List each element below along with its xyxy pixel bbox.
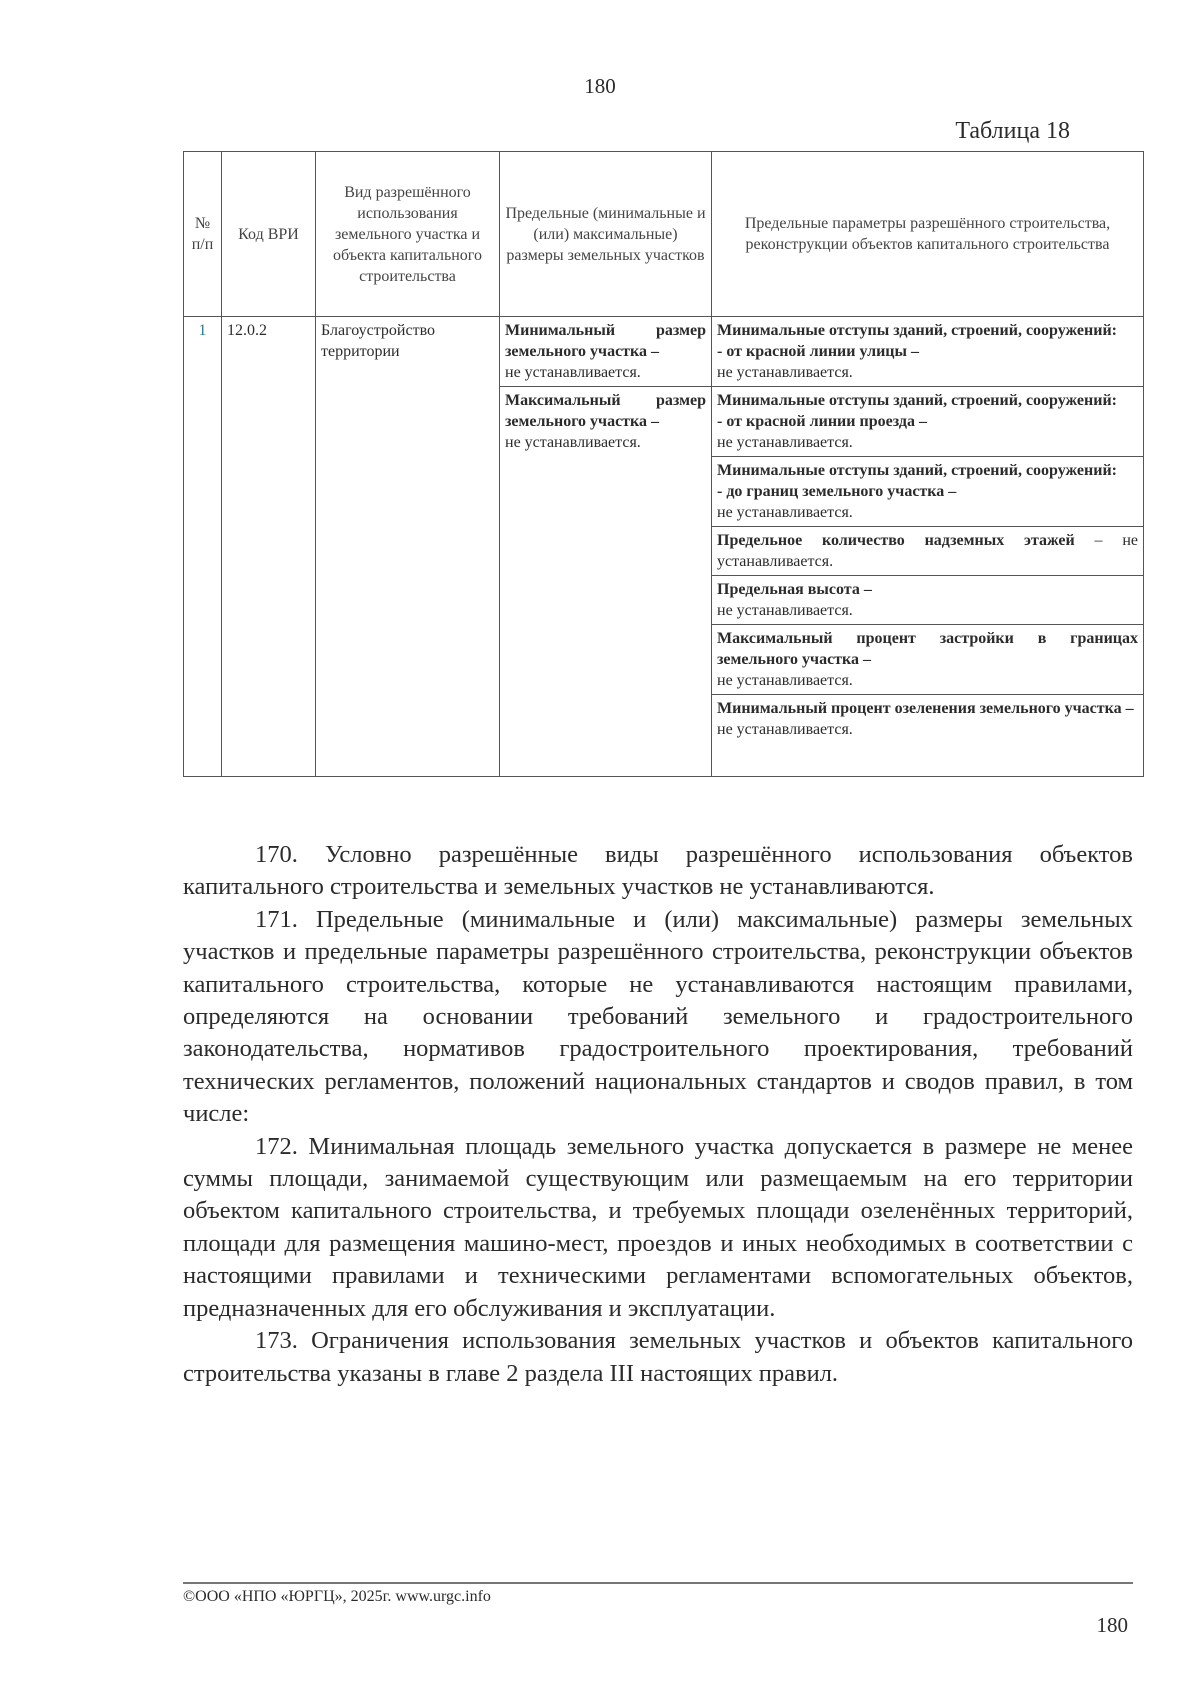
- table-header-row: [184, 152, 1144, 317]
- row-plot-sizes: [500, 317, 712, 777]
- footer-copyright: ©ООО «НПО «ЮРГЦ», 2025г. www.urgc.info: [183, 1588, 491, 1605]
- row-use-type: Благоустройство территории: [316, 317, 500, 777]
- plot-size-min: Минимальный размер земельного участка – не устанавливается.: [500, 317, 711, 387]
- header-plot-sizes: Предельные (минимальные и (или) максимальные) размеры земельных участков: [500, 152, 712, 317]
- regulations-table: [183, 151, 1144, 777]
- param-build-percent: Максимальный процент застройки в границах земельного участка – не устанавливается.: [712, 625, 1143, 695]
- param-setback-boundary: Минимальные отступы зданий, строений, сооружений: - до границ земельного участка – не устанавливается.: [712, 457, 1143, 527]
- plot-size-max: Максимальный размер земельного участка – не устанавливается.: [505, 392, 706, 451]
- page-number-bottom: 180: [1096, 1613, 1128, 1637]
- param-setback-street: Минимальные отступы зданий, строений, сооружений: - от красной линии улицы – не устанавливается.: [712, 317, 1143, 387]
- param-green-percent: Минимальный процент озеленения земельного участка – не устанавливается.: [717, 700, 1134, 738]
- header-use-type: Вид разрешённого использования земельного участка и объекта капитального строительства: [316, 152, 500, 317]
- row-num: 1: [184, 317, 222, 777]
- param-setback-passage: Минимальные отступы зданий, строений, сооружений: - от красной линии проезда – не устанавливается.: [712, 387, 1143, 457]
- header-num: № п/п: [184, 152, 222, 317]
- paragraph-173: 173. Ограничения использования земельных участков и объектов капитального строительства указаны в главе 2 раздела III настоящих правил.: [183, 1327, 1133, 1387]
- header-code: Код ВРИ: [222, 152, 316, 317]
- page-number-top: 180: [584, 74, 616, 98]
- header-build-params: Предельные параметры разрешённого строительства, реконструкции объектов капитального строительства: [712, 152, 1144, 317]
- row-code: 12.0.2: [222, 317, 316, 777]
- row-build-params: [712, 317, 1144, 777]
- footer-divider: [183, 1582, 1133, 1584]
- paragraph-171: 171. Предельные (минимальные и (или) максимальные) размеры земельных участков и предельные параметры разрешённого строительства, реконструкции объектов капитального строительства, которые не устанавливаются настоящим правилами, определяются на основании требований земельного и градостроительного законодательства, нормативов градостроительного проектирования, требований технических регламентов, положений национальных стандартов и сводов правил, в том числе:: [183, 905, 1133, 1128]
- param-floors: Предельное количество надземных этажей – не устанавливается.: [712, 527, 1143, 576]
- param-height: Предельная высота – не устанавливается.: [712, 576, 1143, 625]
- table-label: Таблица 18: [955, 118, 1070, 144]
- paragraph-170: 170. Условно разрешённые виды разрешённого использования объектов капитального строительства и земельных участков не устанавливаются.: [183, 841, 1133, 901]
- body-text: [183, 839, 1133, 1390]
- paragraph-172: 172. Минимальная площадь земельного участка допускается в размере не менее суммы площади, занимаемой существующим или размещаемым на его территории объектом капитального строительства, и требуемых площади озеленённых территорий, площади для размещения машино-мест, проездов и иных необходимых в соответствии с настоящими правилами и техническими регламентами вспомогательных объектов, предназначенных для его обслуживания и эксплуатации.: [183, 1132, 1133, 1322]
- table-row: [184, 317, 1144, 777]
